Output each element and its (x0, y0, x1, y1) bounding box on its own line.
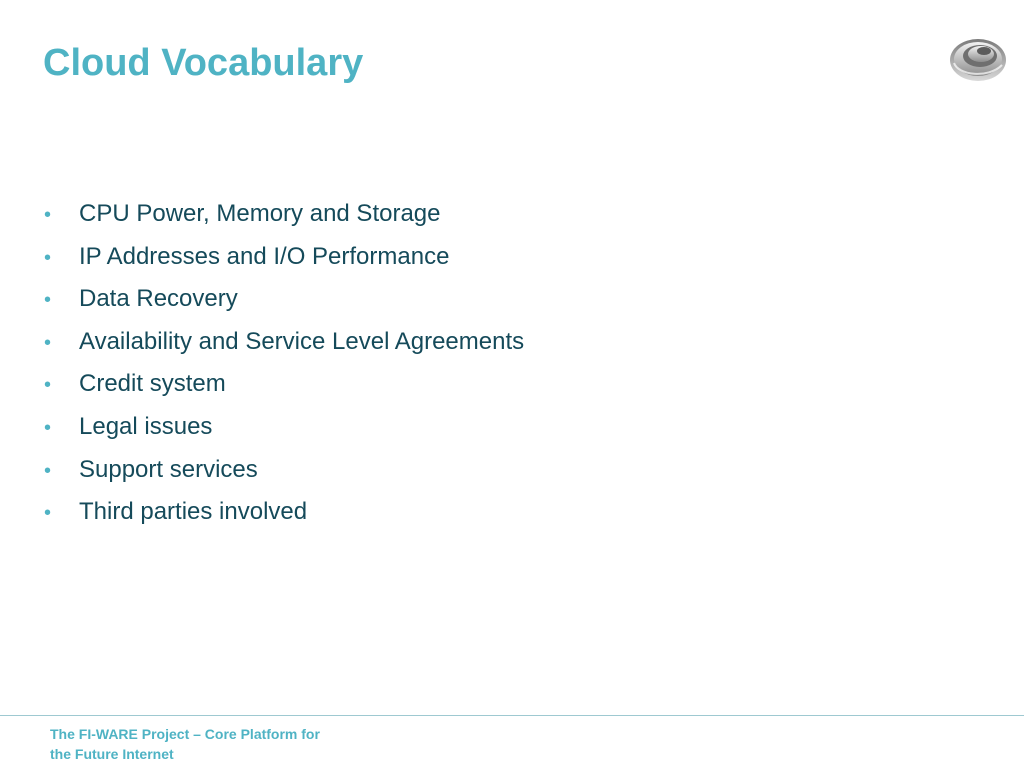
list-item (44, 449, 524, 492)
list-item (44, 193, 524, 236)
bullet-text: Legal issues (79, 412, 213, 440)
footer-divider (0, 715, 1024, 716)
bullet-list (44, 193, 524, 534)
list-item (44, 406, 524, 449)
bullet-marker: • (44, 289, 52, 312)
bullet-marker: • (44, 246, 52, 269)
bullet-marker: • (44, 331, 52, 354)
list-item (44, 491, 524, 534)
footer-caption (50, 724, 410, 764)
bullet-text: CPU Power, Memory and Storage (79, 200, 441, 227)
list-item (44, 363, 524, 406)
bullet-text: IP Addresses and I/O Performance (79, 242, 450, 270)
bullet-marker: • (44, 204, 52, 226)
bullet-marker: • (44, 459, 52, 482)
list-item (44, 321, 524, 364)
bullet-text: Third parties involved (79, 498, 308, 526)
slide-title: Cloud Vocabulary (43, 42, 364, 84)
bullet-marker: • (44, 416, 52, 439)
list-item (44, 236, 524, 279)
bullet-text: Credit system (79, 370, 226, 398)
list-item (44, 278, 524, 321)
bullet-text: Data Recovery (79, 285, 238, 313)
bullet-marker: • (44, 502, 52, 525)
bullet-text: Support services (79, 455, 258, 483)
footer-line-2: the Future Internet (50, 746, 174, 762)
bullet-marker: • (44, 374, 52, 397)
bullet-text: Availability and Service Level Agreements (79, 327, 525, 355)
footer-line-1: The FI-WARE Project – Core Platform for (50, 726, 320, 742)
swirl-logo-icon (948, 35, 1008, 83)
